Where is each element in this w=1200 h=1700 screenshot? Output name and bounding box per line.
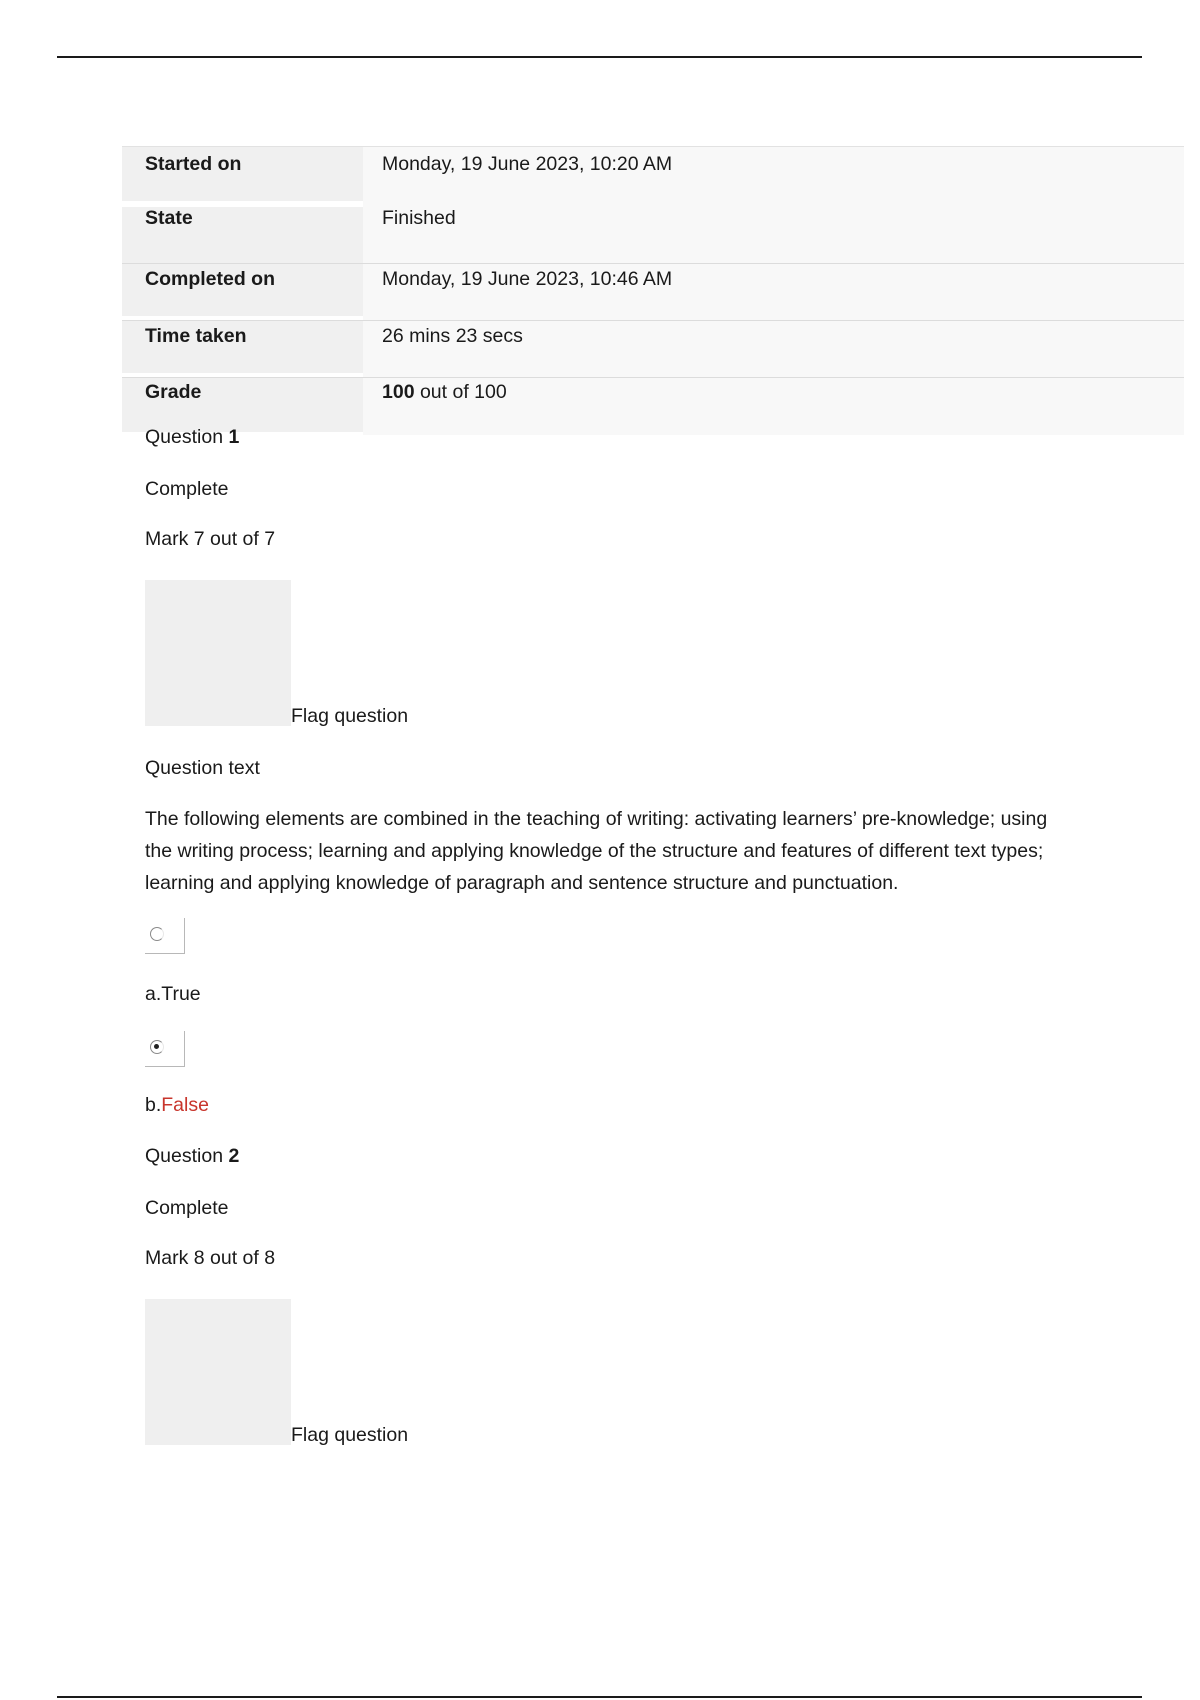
top-rule [57,56,1142,58]
flag-question-2-link[interactable]: Flag question [291,1424,409,1446]
summary-label: Time taken [145,325,247,347]
summary-row-state [122,207,1184,264]
question-2-heading [145,1147,239,1167]
option-a-radio-wrap[interactable] [145,918,185,954]
flag-question-2-image[interactable] [145,1299,291,1445]
option-a-label[interactable]: a.True [145,983,201,1005]
question-prefix: Question [145,426,229,448]
summary-label: Started on [145,153,242,175]
option-b-radio-wrap[interactable] [145,1031,185,1067]
summary-value: 26 mins 23 secs [382,325,523,347]
question-number: 2 [228,1145,240,1167]
option-b-text: False [161,1094,209,1116]
option-a-radio[interactable] [150,927,164,941]
question-1-mark: Mark 7 out of 7 [145,528,276,550]
summary-label: State [145,207,193,229]
summary-value: Finished [382,207,456,229]
flag-question-1-link[interactable]: Flag question [291,705,409,727]
summary-label: Grade [145,381,202,403]
flag-question-1-image[interactable] [145,580,291,726]
bottom-rule [57,1696,1142,1698]
summary-row-time-taken [122,321,1184,378]
grade-suffix: out of 100 [414,381,507,403]
question-1-text: The following elements are combined in the teaching of writing: activating learners’ pre-knowledge; using the writing process; learning and applying knowledge of the structure and features of different text types; learning and applying knowledge of paragraph and sentence structure and punctuation. [145,808,1048,894]
radio-selected-dot [154,1044,159,1049]
option-b-label[interactable]: b.False [145,1094,209,1116]
question-1-status: Complete [145,478,229,500]
question-number: 1 [228,426,240,448]
option-b-radio[interactable] [150,1040,164,1054]
question-prefix: Question [145,1145,229,1167]
question-2-mark: Mark 8 out of 8 [145,1247,276,1269]
summary-row-started [122,147,1184,207]
question-text-heading: Question text [145,757,260,779]
question-1-heading [145,428,239,448]
grade-score: 100 [382,381,415,403]
summary-value: Monday, 19 June 2023, 10:46 AM [382,268,673,290]
summary-value: Monday, 19 June 2023, 10:20 AM [382,153,673,175]
summary-row-grade [122,378,1184,435]
attempt-summary-table [122,146,1184,435]
summary-label: Completed on [145,268,275,290]
question-2-status: Complete [145,1197,229,1219]
summary-row-completed [122,264,1184,321]
